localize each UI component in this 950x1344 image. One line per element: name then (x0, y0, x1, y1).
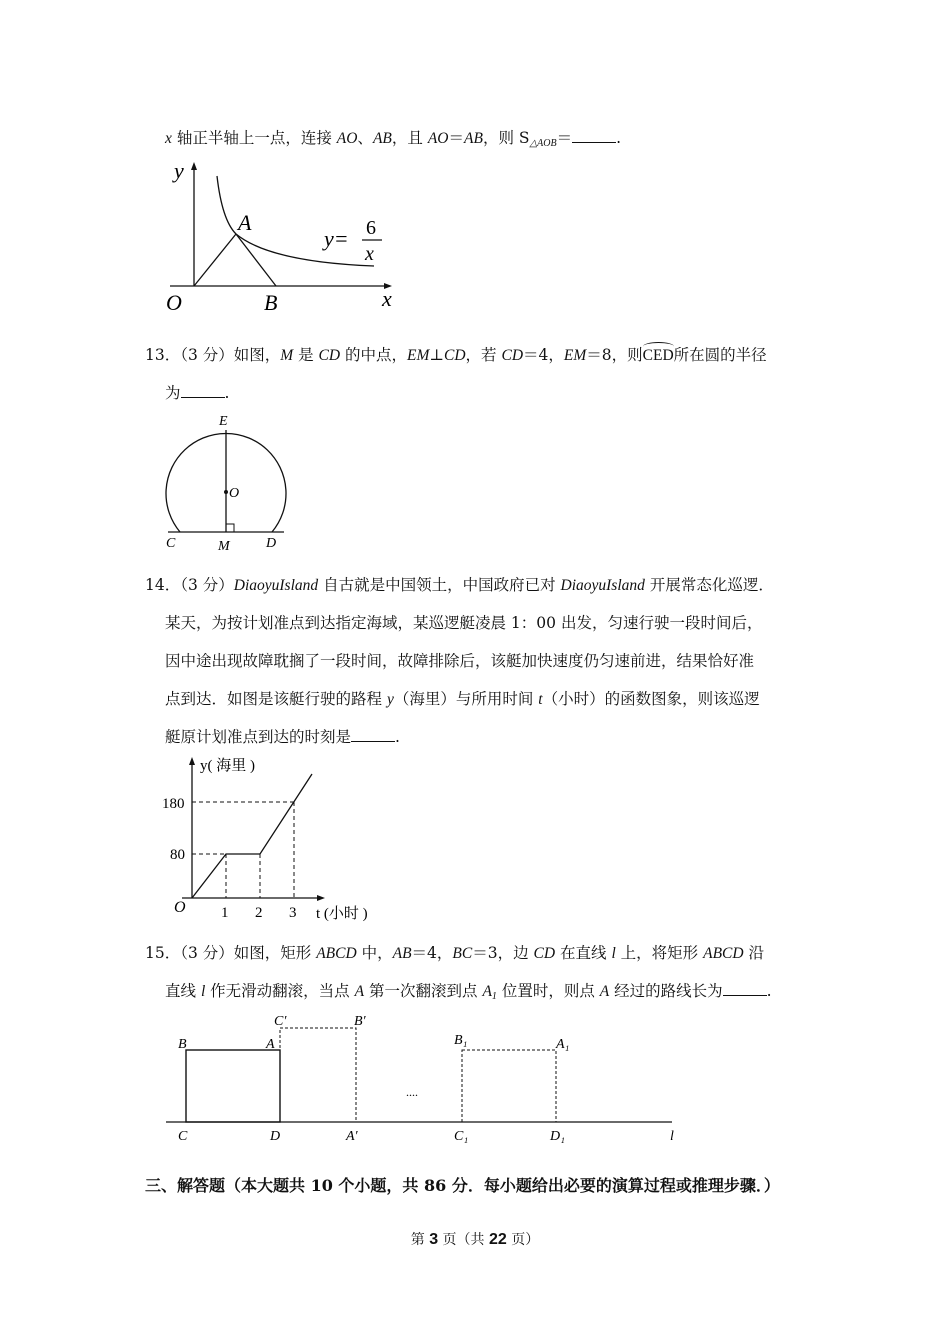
equation-denominator: x (365, 243, 374, 265)
q13-text-line1: 13．（3 分）如图，M 是 CD 的中点，EM⊥CD，若 CD＝4，EM＝8，则CED所在圆的半径 (145, 346, 767, 364)
label-d: D (270, 1129, 281, 1144)
q12-text: x 轴正半轴上一点，连接 AO、AB，且 AO＝AB，则 $S_{\triangle AOB}=$ . (165, 129, 622, 149)
label-c: C (178, 1129, 188, 1144)
q12-figure (160, 158, 400, 318)
answer-blank (572, 128, 616, 143)
answer-blank (351, 727, 395, 742)
answer-blank (181, 383, 225, 398)
q14-figure (160, 752, 400, 927)
label-b1: B₁ (454, 1033, 468, 1048)
label-c-prime: C′ (274, 1014, 287, 1029)
label-c1: C₁ (454, 1129, 469, 1144)
q14-text-line5: 艇原计划准点到达的时刻是 . (165, 728, 400, 746)
y-axis-label: y( 海里 ) (200, 758, 255, 774)
label-c: C (166, 536, 176, 551)
equation-numerator: 6 (366, 217, 376, 239)
x-axis-label: t (小时 ) (316, 906, 368, 922)
x-tick-1: 1 (221, 905, 229, 921)
x-tick-2: 2 (255, 905, 263, 921)
label-a-prime: A′ (346, 1129, 358, 1144)
label-b: B (178, 1037, 187, 1052)
origin-label: O (174, 899, 186, 916)
point-a-label: A (238, 210, 252, 235)
q13-figure (160, 410, 300, 555)
label-d1: D₁ (550, 1129, 565, 1144)
q14-text-line3: 因中途出现故障耽搁了一段时间，故障排除后，该艇加快速度仍匀速前进，结果恰好准 (165, 652, 755, 670)
label-a: A (266, 1037, 275, 1052)
label-e: E (219, 414, 228, 429)
x-axis-label: x (382, 286, 392, 311)
x-tick-3: 3 (289, 905, 297, 921)
equation-lhs: y= (324, 226, 349, 251)
label-b-prime: B′ (354, 1014, 366, 1029)
q14-text-line4: 点到达．如图是该艇行驶的路程 y（海里）与所用时间 t（小时）的函数图象，则该巡逻 (165, 690, 760, 708)
q13-text-line2: 为 . (165, 384, 230, 402)
q15-figure (160, 1008, 690, 1150)
label-a1: A₁ (556, 1037, 570, 1052)
label-m: M (218, 539, 230, 554)
y-tick-180: 180 (162, 796, 185, 812)
origin-label: O (166, 290, 182, 315)
label-d: D (266, 536, 277, 551)
page-footer: 第 3 页（共 22 页） (410, 1231, 540, 1248)
q15-text-line1: 15．（3 分）如图，矩形 ABCD 中，AB＝4，BC＝3，边 CD 在直线 l 上，将矩形 ABCD 沿 (145, 944, 765, 962)
section-3-heading: 三、解答题（本大题共 10 个小题，共 86 分．每小题给出必要的演算过程或推理步骤．） (145, 1176, 780, 1195)
answer-blank (723, 981, 767, 996)
label-o: O (229, 486, 240, 501)
label-l: l (670, 1129, 674, 1144)
q14-text-line1: 14．（3 分）DiaoyuIsland 自古就是中国领土，中国政府已对 DiaoyuIsland 开展常态化巡逻． (145, 576, 774, 594)
arc-ced: CED (642, 347, 674, 364)
q14-text-line2: 某天，为按计划准点到达指定海域，某巡逻艇凌晨 1：00 出发，匀速行驶一段时间后， (165, 614, 763, 632)
total-pages: 22 (489, 1231, 507, 1248)
ellipsis: .... (406, 1085, 418, 1099)
page-number: 3 (429, 1231, 439, 1248)
y-axis-label: y (174, 158, 184, 183)
point-b-label: B (264, 290, 278, 315)
q15-text-line2: 直线 l 作无滑动翻滚，当点 A 第一次翻滚到点 $A_1$ 位置时，则点 A 经过的路线长为 . (165, 982, 772, 1002)
y-tick-80: 80 (170, 847, 185, 863)
